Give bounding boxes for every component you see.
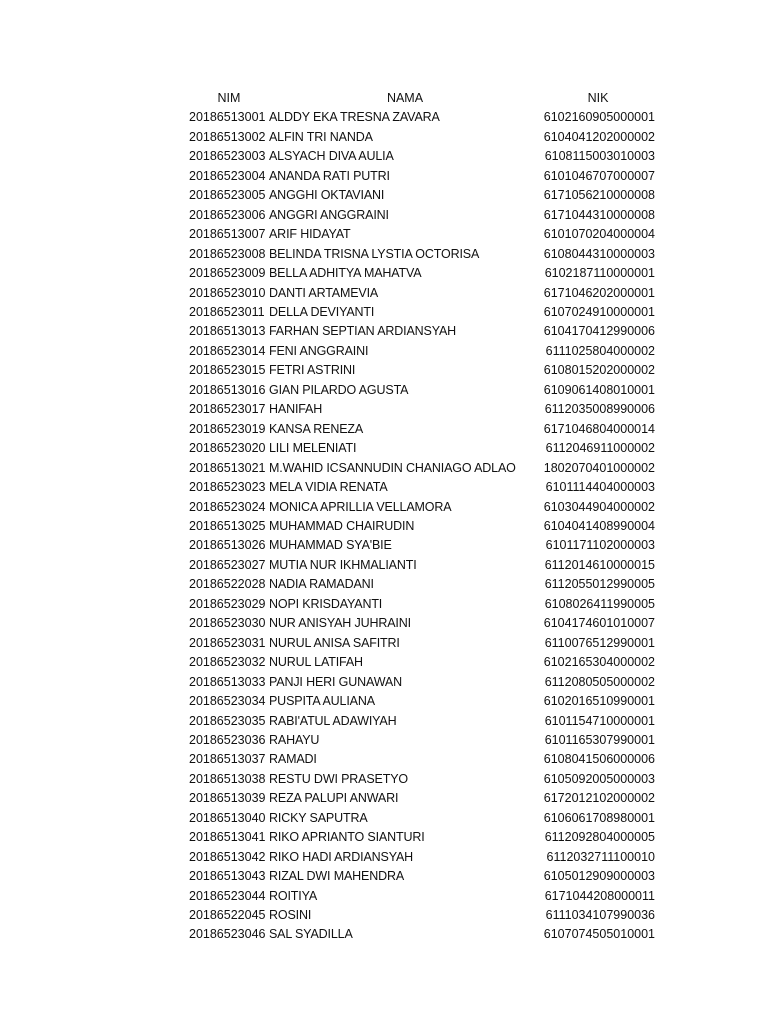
table-row <box>189 342 655 361</box>
cell-nik: 6108115003010003 <box>544 149 655 164</box>
cell-nim: 20186523008 <box>189 246 266 261</box>
table-row <box>189 186 655 205</box>
cell-nim: 20186513041 <box>189 830 266 845</box>
cell-nik: 6104170412990006 <box>543 324 655 339</box>
cell-nim: 20186522028 <box>189 577 266 592</box>
cell-nik: 6111025804000002 <box>545 343 655 358</box>
cell-nim: 20186513025 <box>189 518 266 533</box>
cell-nik: 6112046911000002 <box>545 441 655 456</box>
table-row <box>189 206 655 225</box>
cell-nim: 20186523029 <box>189 596 266 611</box>
cell-nim: 20186523014 <box>189 343 266 358</box>
table-header-row <box>189 89 655 108</box>
cell-nik: 6102165304000002 <box>543 655 655 670</box>
table-row <box>189 400 655 419</box>
cell-nim: 20186513040 <box>189 810 266 825</box>
table-row <box>189 673 655 692</box>
cell-nik: 6101171102000003 <box>545 538 655 553</box>
table-row <box>189 264 655 283</box>
cell-nik: 1802070401000002 <box>543 460 655 475</box>
cell-nik: 6108026411990005 <box>544 596 655 611</box>
cell-nik: 6106061708980001 <box>543 810 655 825</box>
cell-nim: 20186513016 <box>189 382 266 397</box>
cell-nim: 20186523015 <box>189 363 266 378</box>
table-row <box>189 147 655 166</box>
cell-nim: 20186513038 <box>189 771 266 786</box>
cell-nama: ROSINI <box>269 908 312 923</box>
table-row <box>189 867 655 886</box>
cell-nama: BELLA ADHITYA MAHATVA <box>269 266 422 281</box>
table-row <box>189 770 655 789</box>
cell-nim: 20186523009 <box>189 266 266 281</box>
table-row <box>189 322 655 341</box>
cell-nim: 20186523023 <box>189 480 266 495</box>
table-row <box>189 731 655 750</box>
cell-nik: 6112080505000002 <box>544 674 655 689</box>
cell-nik: 6112055012990005 <box>544 577 655 592</box>
cell-nama: PUSPITA AULIANA <box>269 694 375 709</box>
table-row <box>189 789 655 808</box>
cell-nik: 6101114404000003 <box>545 480 655 495</box>
table-row <box>189 245 655 264</box>
cell-nik: 6171046804000014 <box>543 421 655 436</box>
cell-nik: 6109061408010001 <box>543 382 655 397</box>
table-row <box>189 653 655 672</box>
table-row <box>189 128 655 147</box>
cell-nik: 6102187110000001 <box>544 266 655 281</box>
cell-nim: 20186523030 <box>189 616 266 631</box>
table-row <box>189 478 655 497</box>
cell-nik: 6101046707000007 <box>543 168 655 183</box>
header-nama: NAMA <box>386 91 424 105</box>
cell-nim: 20186513001 <box>189 110 266 125</box>
cell-nim: 20186513043 <box>189 869 266 884</box>
cell-nama: ANGGHI OKTAVIANI <box>269 188 385 203</box>
cell-nim: 20186523031 <box>189 635 266 650</box>
cell-nik: 6108041506000006 <box>543 752 655 767</box>
cell-nama: PANJI HERI GUNAWAN <box>269 674 402 689</box>
table-row <box>189 517 655 536</box>
cell-nim: 20186513039 <box>189 791 266 806</box>
table-row <box>189 439 655 458</box>
table-row <box>189 556 655 575</box>
cell-nama: ANGGRI ANGGRAINI <box>269 207 389 222</box>
table-row <box>189 887 655 906</box>
table-row <box>189 906 655 925</box>
table-row <box>189 712 655 731</box>
cell-nama: MONICA APRILLIA VELLAMORA <box>269 499 452 514</box>
table-row <box>189 225 655 244</box>
table-row <box>189 614 655 633</box>
cell-nim: 20186523024 <box>189 499 266 514</box>
cell-nik: 6108044310000003 <box>543 246 655 261</box>
cell-nama: MUHAMMAD CHAIRUDIN <box>269 518 415 533</box>
cell-nim: 20186523004 <box>189 168 266 183</box>
cell-nama: RIZAL DWI MAHENDRA <box>269 869 405 884</box>
cell-nama: SAL SYADILLA <box>269 927 353 942</box>
cell-nik: 6104041202000002 <box>543 129 655 144</box>
cell-nim: 20186523035 <box>189 713 266 728</box>
cell-nik: 6103044904000002 <box>543 499 655 514</box>
cell-nim: 20186513013 <box>189 324 266 339</box>
cell-nik: 6107074505010001 <box>543 927 655 942</box>
cell-nim: 20186523011 <box>189 304 265 319</box>
cell-nim: 20186513042 <box>189 849 266 864</box>
cell-nama: NURUL LATIFAH <box>269 655 363 670</box>
cell-nik: 6107024910000001 <box>543 304 655 319</box>
header-nik: NIK <box>587 91 609 105</box>
cell-nim: 20186513026 <box>189 538 266 553</box>
cell-nama: ALDDY EKA TRESNA ZAVARA <box>269 110 440 125</box>
cell-nama: ALFIN TRI NANDA <box>269 129 373 144</box>
cell-nim: 20186523010 <box>189 285 266 300</box>
table-row <box>189 595 655 614</box>
cell-nama: BELINDA TRISNA LYSTIA OCTORISA <box>269 246 480 261</box>
student-table <box>189 89 655 945</box>
cell-nama: RAMADI <box>269 752 317 767</box>
cell-nama: FARHAN SEPTIAN ARDIANSYAH <box>269 324 457 339</box>
table-row <box>189 750 655 769</box>
cell-nama: RIKO HADI ARDIANSYAH <box>269 849 414 864</box>
table-row <box>189 361 655 380</box>
cell-nik: 6171044310000008 <box>543 207 655 222</box>
cell-nik: 6104174601010007 <box>543 616 655 631</box>
cell-nik: 6112035008990006 <box>544 402 655 417</box>
cell-nama: HANIFAH <box>269 402 323 417</box>
table-row <box>189 459 655 478</box>
cell-nama: ANANDA RATI PUTRI <box>269 168 390 183</box>
table-row <box>189 284 655 303</box>
cell-nik: 6101070204000004 <box>543 227 655 242</box>
cell-nim: 20186523005 <box>189 188 266 203</box>
table-row <box>189 498 655 517</box>
cell-nim: 20186522045 <box>189 908 266 923</box>
cell-nama: GIAN PILARDO AGUSTA <box>269 382 409 397</box>
cell-nim: 20186513021 <box>189 460 266 475</box>
cell-nik: 6112014610000015 <box>544 557 655 572</box>
cell-nim: 20186523019 <box>189 421 266 436</box>
cell-nama: DANTI ARTAMEVIA <box>269 285 379 300</box>
cell-nim: 20186523017 <box>189 402 266 417</box>
cell-nik: 6102160905000001 <box>543 110 655 125</box>
cell-nik: 6111034107990036 <box>545 908 655 923</box>
cell-nik: 6105092005000003 <box>543 771 655 786</box>
cell-nama: ARIF HIDAYAT <box>269 227 351 242</box>
cell-nama: RAHAYU <box>269 732 320 747</box>
cell-nik: 6110076512990001 <box>544 635 655 650</box>
table-row <box>189 634 655 653</box>
cell-nik: 6112092804000005 <box>544 830 655 845</box>
cell-nama: FETRI ASTRINI <box>269 363 356 378</box>
cell-nama: RABI'ATUL ADAWIYAH <box>269 713 397 728</box>
cell-nik: 6101165307990001 <box>544 732 655 747</box>
table-row <box>189 809 655 828</box>
cell-nama: NADIA RAMADANI <box>269 577 374 592</box>
cell-nama: LILI MELENIATI <box>269 441 357 456</box>
cell-nim: 20186523006 <box>189 207 266 222</box>
cell-nama: FENI ANGGRAINI <box>269 343 369 358</box>
cell-nama: MUTIA NUR IKHMALIANTI <box>269 557 417 572</box>
cell-nama: DELLA DEVIYANTI <box>269 304 375 319</box>
cell-nim: 20186523003 <box>189 149 266 164</box>
table-row <box>189 420 655 439</box>
cell-nama: KANSA RENEZA <box>269 421 364 436</box>
table-row <box>189 848 655 867</box>
cell-nama: REZA PALUPI ANWARI <box>269 791 399 806</box>
cell-nik: 6172012102000002 <box>543 791 655 806</box>
cell-nim: 20186523020 <box>189 441 266 456</box>
cell-nim: 20186513002 <box>189 129 266 144</box>
cell-nim: 20186513037 <box>189 752 266 767</box>
cell-nik: 6112032711100010 <box>546 849 655 864</box>
cell-nik: 6101154710000001 <box>544 713 655 728</box>
table-row <box>189 692 655 711</box>
cell-nim: 20186513007 <box>189 227 266 242</box>
table-row <box>189 108 655 127</box>
cell-nama: MUHAMMAD SYA'BIE <box>269 538 392 553</box>
cell-nik: 6171046202000001 <box>543 285 655 300</box>
table-row <box>189 536 655 555</box>
cell-nama: RESTU DWI PRASETYO <box>269 771 408 786</box>
cell-nik: 6104041408990004 <box>543 518 655 533</box>
cell-nim: 20186523032 <box>189 655 266 670</box>
table-body <box>189 108 655 944</box>
cell-nama: RIKO APRIANTO SIANTURI <box>269 830 425 845</box>
cell-nim: 20186523027 <box>189 557 266 572</box>
table-row <box>189 381 655 400</box>
cell-nim: 20186523036 <box>189 732 266 747</box>
cell-nik: 6171044208000011 <box>544 888 655 903</box>
cell-nim: 20186523046 <box>189 927 266 942</box>
cell-nama: NURUL ANISA SAFITRI <box>269 635 400 650</box>
cell-nik: 6102016510990001 <box>543 694 655 709</box>
cell-nik: 6171056210000008 <box>543 188 655 203</box>
table-row <box>189 925 655 944</box>
table-row <box>189 575 655 594</box>
cell-nim: 20186513033 <box>189 674 266 689</box>
table-row <box>189 828 655 847</box>
table-row <box>189 167 655 186</box>
cell-nama: ALSYACH DIVA AULIA <box>269 149 394 164</box>
cell-nim: 20186523044 <box>189 888 266 903</box>
cell-nama: ROITIYA <box>269 888 318 903</box>
table-row <box>189 303 655 322</box>
cell-nama: RICKY SAPUTRA <box>269 810 368 825</box>
cell-nama: MELA VIDIA RENATA <box>269 480 388 495</box>
cell-nim: 20186523034 <box>189 694 266 709</box>
cell-nama: NUR ANISYAH JUHRAINI <box>269 616 411 631</box>
cell-nama: M.WAHID ICSANNUDIN CHANIAGO ADLAO <box>269 460 516 475</box>
cell-nik: 6108015202000002 <box>543 363 655 378</box>
header-nim: NIM <box>217 91 241 105</box>
cell-nama: NOPI KRISDAYANTI <box>269 596 383 611</box>
cell-nik: 6105012909000003 <box>543 869 655 884</box>
